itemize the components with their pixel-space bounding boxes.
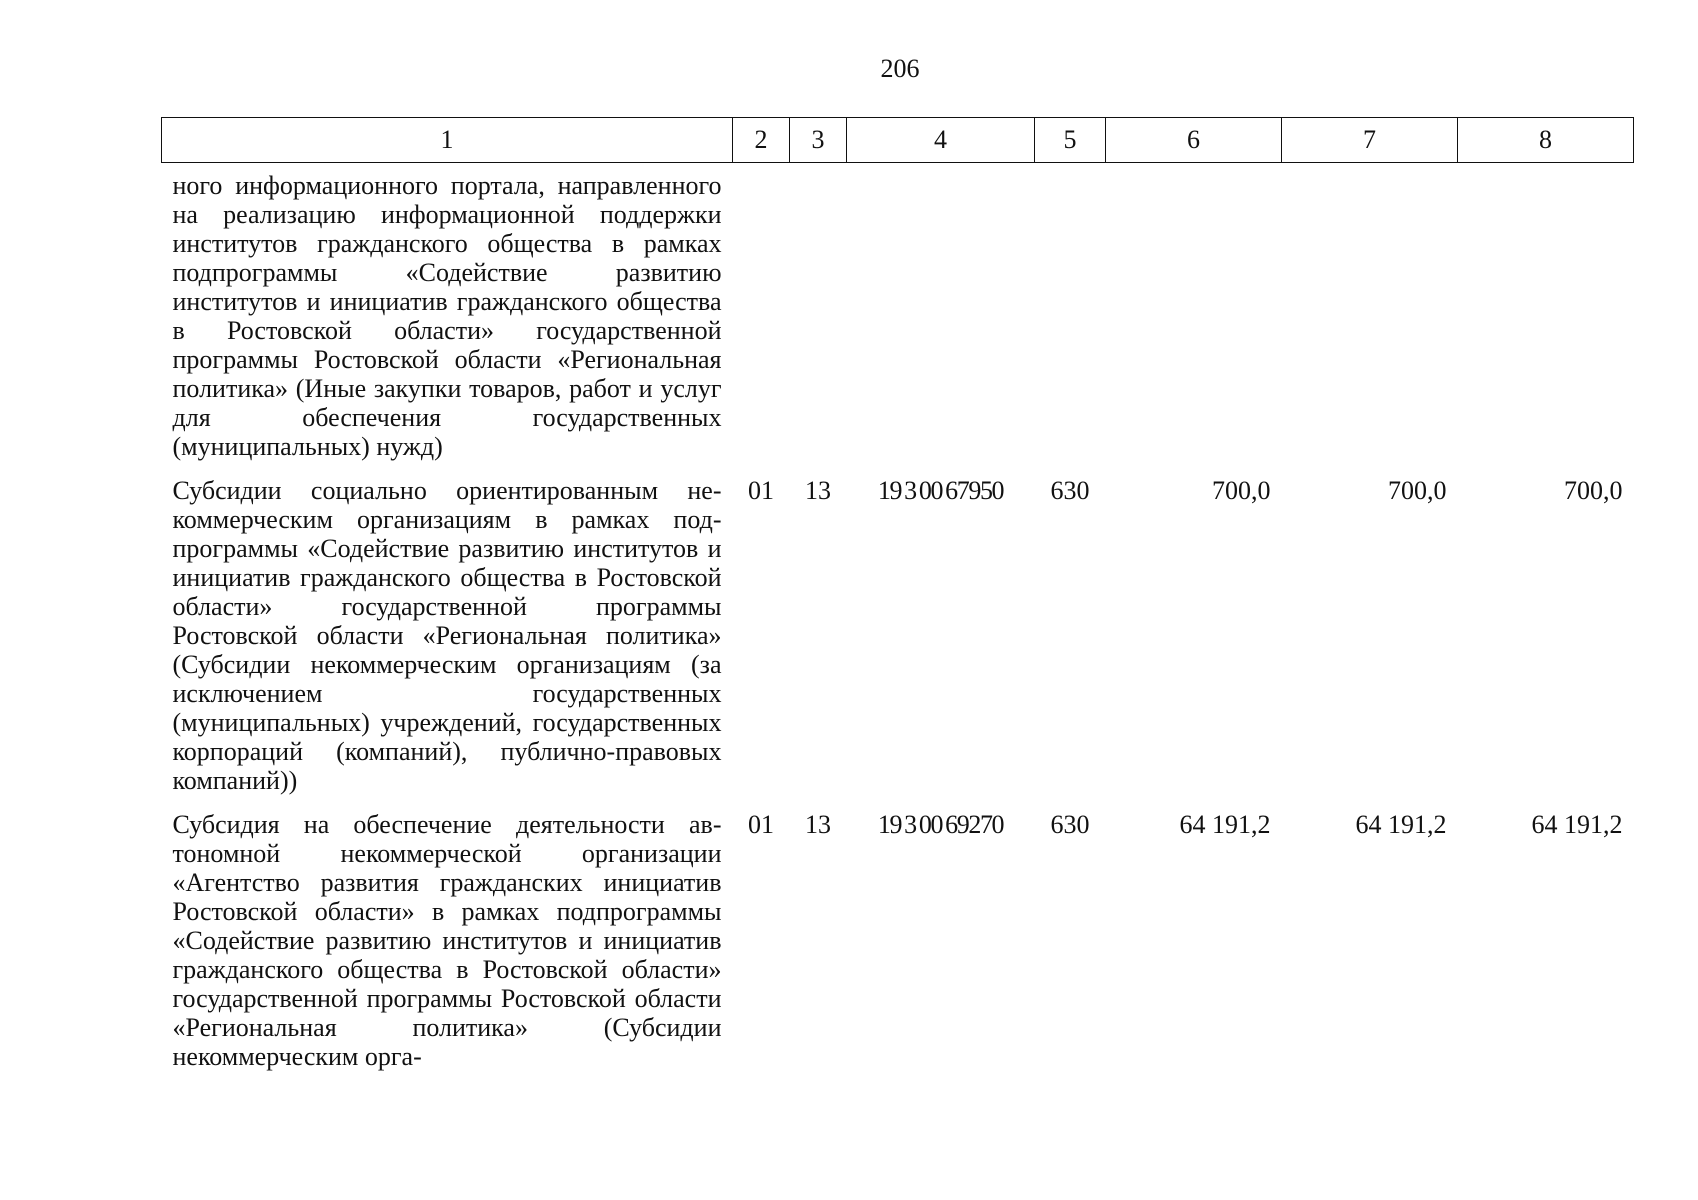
column-header-7: 7 — [1282, 118, 1458, 163]
row-section: 01 — [748, 476, 774, 505]
row-year1-amount: 700,0 — [1212, 476, 1271, 505]
row-expense-type: 630 — [1050, 810, 1090, 839]
column-header-2: 2 — [733, 118, 790, 163]
row-target-code: 19 3 00 67950 — [877, 476, 1004, 505]
row-year2-amount — [1282, 163, 1458, 473]
row-target-code: 19 3 00 69270 — [877, 810, 1004, 839]
row-subsection: 13 — [805, 810, 831, 839]
row-expense-type: 630 — [1050, 476, 1090, 505]
column-header-8: 8 — [1458, 118, 1634, 163]
row-description: ного информационного портала, направленного на реализацию информационной поддержки институтов гражданского общества в рамках подпрограммы «Содействие развитию институтов и инициатив гражданского общества в Ростовской области» государственной программы Ростовской области «Региональная политика» (Иные закупки товаров, работ и услуг для обеспечения государственных (муниципальных) нужд) — [172, 171, 722, 461]
row-year1-amount: 64 191,2 — [1179, 810, 1271, 839]
column-header-1: 1 — [162, 118, 733, 163]
table-body — [162, 163, 1634, 1072]
page-number: 206 — [880, 54, 920, 83]
row-target-code — [847, 163, 1035, 473]
table-row — [162, 806, 1634, 1071]
table-row — [162, 472, 1634, 806]
row-year3-amount — [1458, 163, 1634, 473]
row-section — [733, 163, 790, 473]
column-header-5: 5 — [1035, 118, 1106, 163]
row-section: 01 — [748, 810, 774, 839]
row-year3-amount: 64 191,2 — [1531, 810, 1623, 839]
row-description: Субсидии социально ориентированным некоммерческим организациям в рамках подпрограммы «Содействие развитию институтов и инициатив гражданского общества в Ростовской области» государственной программы Ростовской области «Региональная политика» (Субсидии некоммерческим организациям (за исключением государственных (муниципальных) учреждений, государственных корпораций (компаний), публично-правовых компаний)) — [172, 476, 722, 795]
row-subsection — [790, 163, 847, 473]
row-description: Субсидия на обеспечение деятельности автономной некоммерческой организации «Агентство развития гражданских инициатив Ростовской области» в рамках подпрограммы «Содействие развитию институтов и инициатив гражданского общества в Ростовской области» государственной программы Ростовской области «Региональная политика» (Субсидии некоммерческим орга- — [172, 810, 722, 1071]
row-year2-amount: 64 191,2 — [1355, 810, 1447, 839]
column-header-4: 4 — [847, 118, 1035, 163]
table-header — [162, 118, 1634, 163]
row-year3-amount: 700,0 — [1564, 476, 1623, 505]
column-header-3: 3 — [790, 118, 847, 163]
table-row — [162, 163, 1634, 473]
row-year2-amount: 700,0 — [1388, 476, 1447, 505]
row-expense-type — [1035, 163, 1106, 473]
row-subsection: 13 — [805, 476, 831, 505]
row-year1-amount — [1106, 163, 1282, 473]
budget-table — [161, 117, 1634, 1071]
header-row — [162, 118, 1634, 163]
column-header-6: 6 — [1106, 118, 1282, 163]
